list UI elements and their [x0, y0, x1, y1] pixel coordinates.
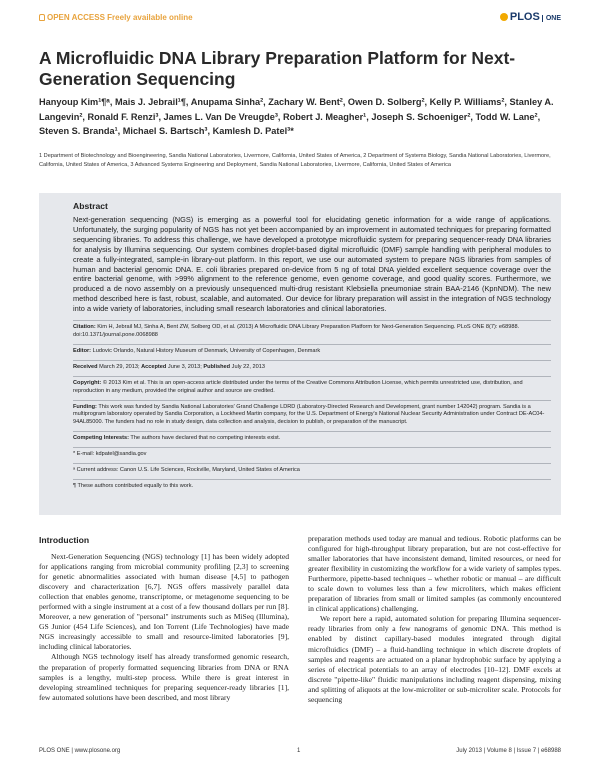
email-text[interactable]: * E-mail: kdpatel@sandia.gov [73, 451, 147, 458]
equal-contribution-text: ¶ These authors contributed equally to this work. [73, 482, 194, 489]
competing-text: The authors have declared that no competing interests exist. [130, 435, 281, 442]
footer-issue-info: July 2013 | Volume 8 | Issue 7 | e68988 [456, 748, 561, 754]
open-access-label: OPEN ACCESS [47, 13, 105, 22]
affiliations: 1 Department of Biotechnology and Bioengineering, Sandia National Laboratories, Livermore, California, United States of America, 2 Department of Systems Biology, Sandia National Laboratories, Livermore, California, United States of America, 3 Advanced Systems Engineering and Deployment, Sandia National Laboratories, Livermore, California, United States of America [39, 153, 551, 169]
page-footer [39, 748, 561, 758]
email-block[interactable] [73, 447, 551, 459]
journal-subname: ONE [542, 15, 561, 22]
left-column [39, 552, 289, 703]
published-label: Published [203, 363, 231, 370]
copyright-text: © 2013 Kim et al. This is an open-access article distributed under the terms of the Creative Commons Attribution License, which permits unrestricted use, distribution, and reproduction in any medium, provided the original author and source are credited. [73, 379, 523, 394]
page-number: 1 [297, 748, 301, 754]
dates-block [73, 360, 551, 372]
journal-name: PLOS [509, 11, 540, 23]
funding-block [73, 400, 551, 428]
plos-dot-icon [500, 13, 508, 21]
open-access-badge[interactable] [39, 13, 193, 22]
citation-label: Citation: [73, 324, 96, 331]
open-lock-icon [39, 14, 45, 21]
citation-block [73, 320, 551, 340]
accepted-date: June 3, 2013; [167, 363, 202, 370]
received-date: March 29, 2013; [99, 363, 140, 370]
accepted-label: Accepted [141, 363, 167, 370]
citation-text: Kim H, Jebrail MJ, Sinha A, Bent ZW, Solberg OD, et al. (2013) A Microfluidic DNA Library Preparation Platform for Next-Generation Sequencing. PLoS ONE 8(7): e68988. doi:10.1371/journal.pone.0068988 [73, 324, 520, 338]
plos-one-logo[interactable] [500, 11, 561, 23]
journal-header [39, 12, 561, 26]
editor-label: Editor: [73, 347, 92, 354]
copyright-block [73, 376, 551, 396]
published-date: July 22, 2013 [231, 363, 265, 370]
intro-paragraph-2: Although NGS technology itself has already transformed genomic research, the preparation of properly formatted sequencing libraries from DNA or RNA samples is a lengthy, multi-step process. While there is great interest in developing streamlined techniques for preparing sequencer-ready libraries [1], few automated solutions have been described, and most library [39, 652, 289, 702]
introduction-heading: Introduction [39, 535, 90, 545]
current-address-text: ᵃ Current address: Canon U.S. Life Sciences, Rockville, Maryland, United States of America [73, 467, 300, 474]
abstract-text: Next-generation sequencing (NGS) is emerging as a powerful tool for elucidating genetic information for a wide range of applications. Unfortunately, the surging popularity of NGS has not yet been accompanied by an improvement in automated techniques for preparing formatted sequencing libraries. To address this challenge, we have developed a prototype microfluidic system for preparing sequencer-ready DNA libraries for analysis by Illumina sequencing. Our system combines droplet-based digital microfluidic (DMF) sample handling with peripheral modules to create a fully-integrated, sample-in library-out platform. In this report, we use our automated system to prepare NGS libraries from samples of human and bacterial genomic DNA. E. coli libraries prepared on-device from 5 ng of total DNA yielded excellent sequence coverage over the entire bacterial genome, with >99% alignment to the reference genome, even genome coverage, and good quality scores. Furthermore, we produced a de novo assembly on a previously unsequenced multi-drug resistant Klebsiella pneumoniae strain BAA-2146 (KpnNDM). The new method described here is fast, robust, scalable, and automated. Our device for library preparation will assist in the integration of NGS technology into a wide variety of laboratories, including small research laboratories and clinical laboratories. [73, 215, 551, 314]
received-label: Received [73, 363, 98, 370]
current-address-block [73, 463, 551, 475]
author-list: Hanyoup Kim¹¶ᵃ, Mais J. Jebrail¹¶, Anupama Sinha², Zachary W. Bent², Owen D. Solberg², Kelly P. Williams², Stanley A. Langevin², Ronald F. Renzi³, James L. Van De Vreugde³, Robert J. Meagher¹, Joseph S. Schoeniger², Todd W. Lane², Steven S. Branda¹, Michael S. Bartsch³, Kamlesh D. Patel³* [39, 97, 554, 136]
article-title: A Microfluidic DNA Library Preparation Platform for Next-Generation Sequencing [39, 48, 516, 89]
intro-paragraph-1: Next-Generation Sequencing (NGS) technology [1] has been widely adopted for applications ranging from microbial community profiling [2,3] to screening for genetic abnormalities associated with human disease [4,5] to pathogen discovery and characterization [6,7]. NGS offers massively parallel data collection that enables genome, transcriptome, or metagenome sequencing to be performed with a single instrument at a cost of a few thousand dollars per run [8]. Moreover, a new generation of "personal" instruments such as MiSeq (Illumina), GS Junior (454 Life Sciences), and Ion Torrent (Life Technologies) have made NGS increasingly accessible to small and resource-limited laboratories [9], including clinical laboratories. [39, 552, 289, 652]
editor-text: Ludovic Orlando, Natural History Museum of Denmark, University of Copenhagen, Denmark [92, 347, 321, 354]
funding-label: Funding: [73, 403, 97, 410]
article-metadata [73, 320, 551, 491]
editor-block [73, 344, 551, 356]
equal-contribution-block [73, 479, 551, 491]
abstract-heading: Abstract [73, 201, 108, 211]
intro-paragraph-4: We report here a rapid, automated solution for preparing Illumina sequencer-ready libraries from only a few nanograms of genomic DNA. This method is enabled by distinct capillary-based modules integrated through digital microfluidics (DMF) – a fluid-handling technique in which discrete droplets of samples and reagents are actuated on a planar hydrophobic surface by applying a series of electrical potentials to an array of electrodes [10–12]. DMF excels at discrete "pipette-like" fluidic manipulations including reagent dispensing, mixing and splitting of aliquots at the low-microliter or sub-microliter scale. Protocols for sequencing [308, 614, 561, 704]
freely-available-label: Freely available online [107, 13, 193, 22]
funding-text: This work was funded by Sandia National Laboratories' Grand Challenge LDRD (Laboratory-Directed Research and Development, grant number 142042) program. Sandia is a multiprogram laboratory operated by Sandia Corporation, a Lockheed Martin company, for the U.S. Department of Energy's National Nuclear Security Administration under Contract DE-AC04-94AL85000. The funders had no role in study design, data collection and analysis, decision to publish, or preparation of the manuscript. [73, 403, 545, 426]
competing-interests-block [73, 431, 551, 443]
competing-label: Competing Interests: [73, 435, 129, 442]
abstract-box [39, 193, 561, 515]
right-column [308, 534, 561, 705]
intro-paragraph-3: preparation methods used today are manual and tedious. Robotic platforms can be configured for high-throughput library preparation, but are not cost-effective for smaller laboratories that have inconsistent demand, limited resources, or need for greater flexibility in customizing the workflow for a wide variety of samples types. Furthermore, pipette-based techniques – whether robotic or manual – are difficult to scale down to volumes less than a few microliters, which makes efficient preparation of libraries from small or limited samples (as commonly encountered in clinical applications) challenging. [308, 534, 561, 614]
copyright-label: Copyright: [73, 379, 102, 386]
footer-journal-url[interactable]: PLOS ONE | www.plosone.org [39, 748, 121, 754]
